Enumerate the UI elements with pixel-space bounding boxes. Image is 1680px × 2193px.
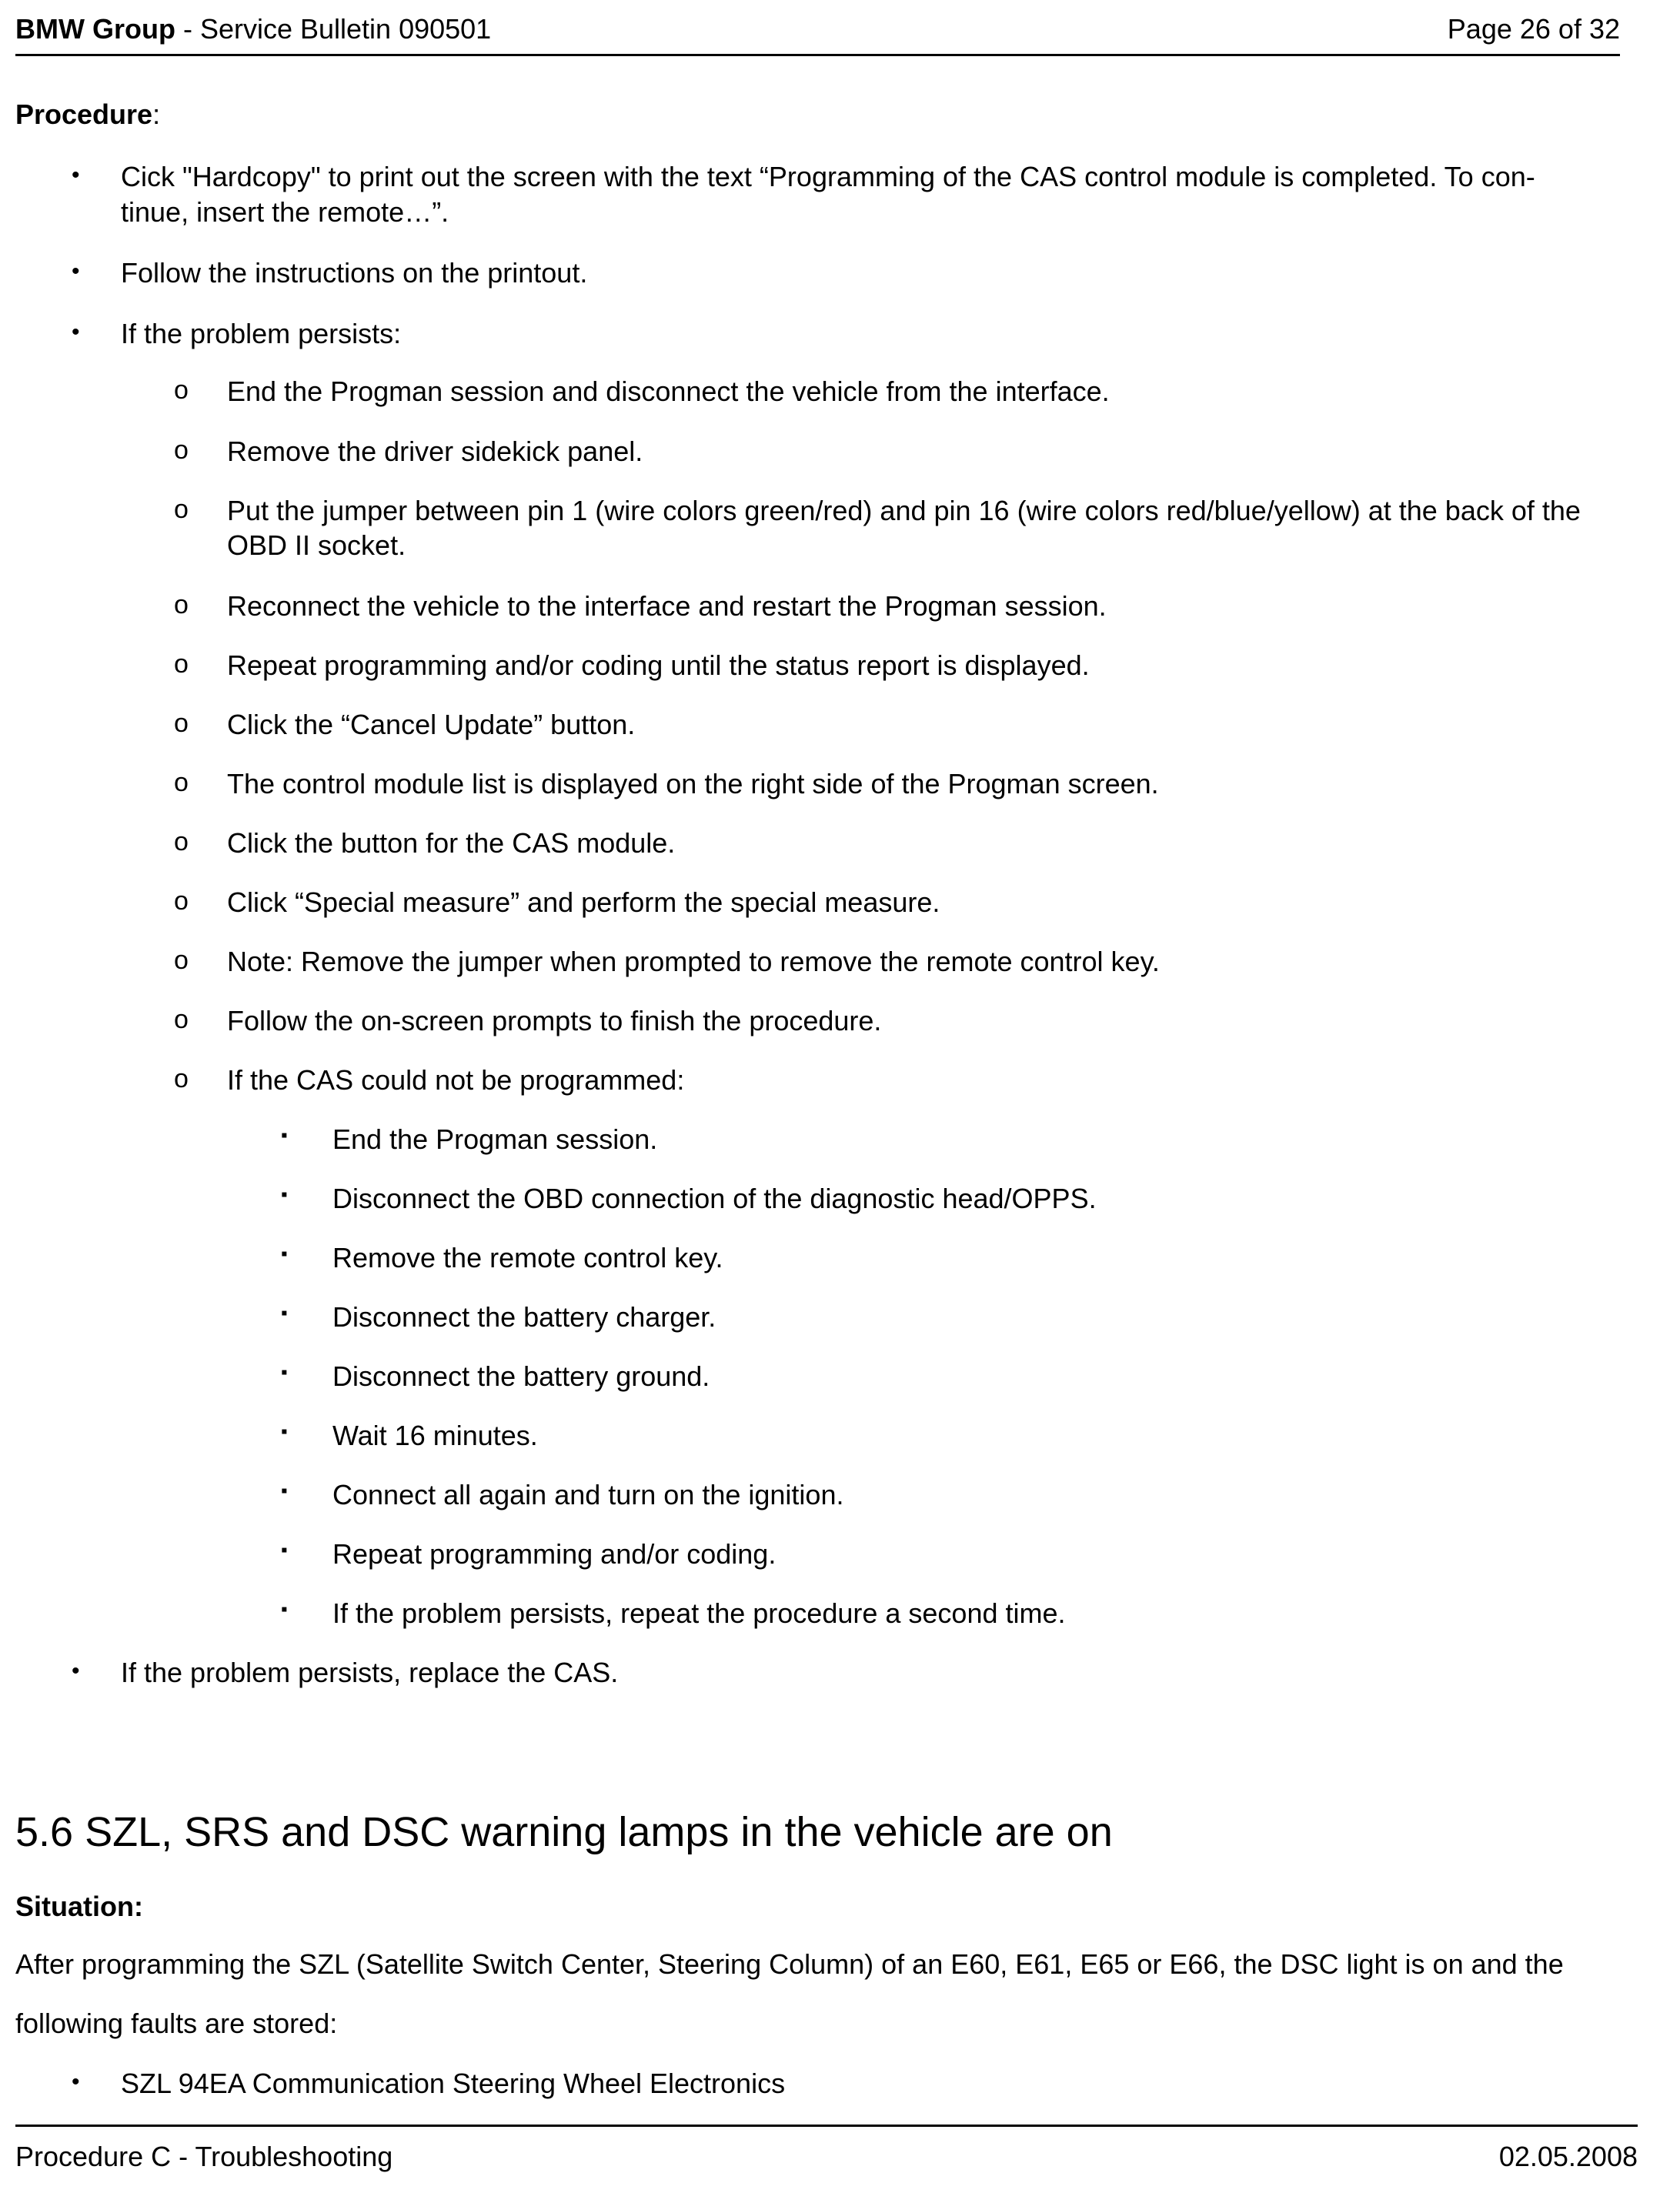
bullet-follow: Follow the instructions on the printout.: [121, 257, 588, 289]
circle-marker: o: [174, 376, 189, 405]
square-marker: ▪: [281, 1599, 288, 1620]
situation-paragraph-line2: following faults are stored:: [15, 2008, 338, 2039]
substep-end-session: End the Progman session.: [332, 1123, 658, 1155]
square-marker: ▪: [281, 1540, 288, 1560]
circle-marker: o: [174, 886, 189, 916]
square-marker: ▪: [281, 1243, 288, 1264]
square-marker: ▪: [281, 1362, 288, 1383]
circle-marker: o: [174, 1005, 189, 1034]
step-cas-not-programmed: If the CAS could not be programmed:: [227, 1064, 685, 1096]
header-title: [15, 11, 491, 48]
substep-remove-key: Remove the remote control key.: [332, 1242, 723, 1273]
circle-marker: o: [174, 1064, 189, 1093]
step-reconnect: Reconnect the vehicle to the interface and restart the Progman session.: [227, 590, 1107, 622]
circle-marker: o: [174, 590, 189, 619]
situation-label: Situation:: [15, 1891, 143, 1922]
step-note: Note: Remove the jumper when prompted to remove the remote control key.: [227, 946, 1160, 977]
step-repeat: Repeat programming and/or coding until the status report is displayed.: [227, 649, 1090, 681]
step-jumper-line1: Put the jumper between pin 1 (wire colors green/red) and pin 16 (wire colors red/blue/yellow) at the back of the: [227, 495, 1581, 526]
circle-marker: o: [174, 709, 189, 738]
procedure-colon: :: [152, 98, 161, 130]
bullet-marker: •: [72, 162, 80, 188]
step-remove-panel: Remove the driver sidekick panel.: [227, 436, 643, 467]
square-marker: ▪: [281, 1421, 288, 1442]
page-footer: [15, 2125, 1638, 2181]
step-cas-button: Click the button for the CAS module.: [227, 827, 676, 859]
substep-disconnect-obd: Disconnect the OBD connection of the diagnostic head/OPPS.: [332, 1183, 1097, 1214]
bullet-hardcopy-line1: Cick "Hardcopy" to print out the screen with the text “Programming of the CAS control module is completed. To con-: [121, 161, 1535, 192]
procedure-label: Procedure: [15, 98, 153, 130]
substep-disconnect-charger: Disconnect the battery charger.: [332, 1301, 716, 1333]
substep-wait: Wait 16 minutes.: [332, 1420, 538, 1451]
step-jumper-line2: OBD II socket.: [227, 529, 406, 561]
bullet-marker: •: [72, 2069, 80, 2095]
bullet-marker: •: [72, 1658, 80, 1684]
square-marker: ▪: [281, 1184, 288, 1205]
header-bulletin: - Service Bulletin 090501: [175, 13, 492, 45]
bullet-marker: •: [72, 259, 80, 284]
substep-repeat-programming: Repeat programming and/or coding.: [332, 1538, 777, 1570]
section-title: 5.6 SZL, SRS and DSC warning lamps in the vehicle are on: [15, 1809, 1113, 1855]
footer-date: 02.05.2008: [1498, 2141, 1638, 2172]
bullet-persists: If the problem persists:: [121, 318, 402, 349]
circle-marker: o: [174, 649, 189, 679]
square-marker: ▪: [281, 1303, 288, 1323]
step-follow-prompts: Follow the on-screen prompts to finish the procedure.: [227, 1005, 882, 1036]
substep-disconnect-ground: Disconnect the battery ground.: [332, 1360, 710, 1392]
substep-connect-all: Connect all again and turn on the ignition.: [332, 1479, 844, 1510]
step-special-measure: Click “Special measure” and perform the special measure.: [227, 886, 940, 918]
step-module-list: The control module list is displayed on the right side of the Progman screen.: [227, 768, 1159, 799]
circle-marker: o: [174, 495, 189, 524]
bullet-marker: •: [72, 319, 80, 345]
square-marker: ▪: [281, 1125, 288, 1146]
fault-item: SZL 94EA Communication Steering Wheel Electronics: [121, 2068, 786, 2099]
bullet-replace-cas: If the problem persists, replace the CAS.: [121, 1657, 619, 1688]
substep-repeat-procedure: If the problem persists, repeat the procedure a second time.: [332, 1597, 1066, 1629]
footer-section: Procedure C - Troubleshooting: [15, 2141, 393, 2172]
circle-marker: o: [174, 946, 189, 975]
circle-marker: o: [174, 768, 189, 797]
bullet-hardcopy-line2: tinue, insert the remote…”.: [121, 196, 449, 228]
situation-paragraph-line1: After programming the SZL (Satellite Switch Center, Steering Column) of an E60, E61, E65 or E66, the DSC light is on and the: [15, 1948, 1564, 1980]
circle-marker: o: [174, 436, 189, 465]
step-cancel-update: Click the “Cancel Update” button.: [227, 709, 636, 740]
header-brand: BMW Group: [15, 13, 175, 45]
step-end-session: End the Progman session and disconnect the vehicle from the interface.: [227, 376, 1110, 407]
page-header: [15, 11, 1620, 56]
circle-marker: o: [174, 827, 189, 856]
header-page-number: Page 26 of 32: [1447, 13, 1620, 45]
procedure-heading: [15, 98, 160, 131]
square-marker: ▪: [281, 1480, 288, 1501]
